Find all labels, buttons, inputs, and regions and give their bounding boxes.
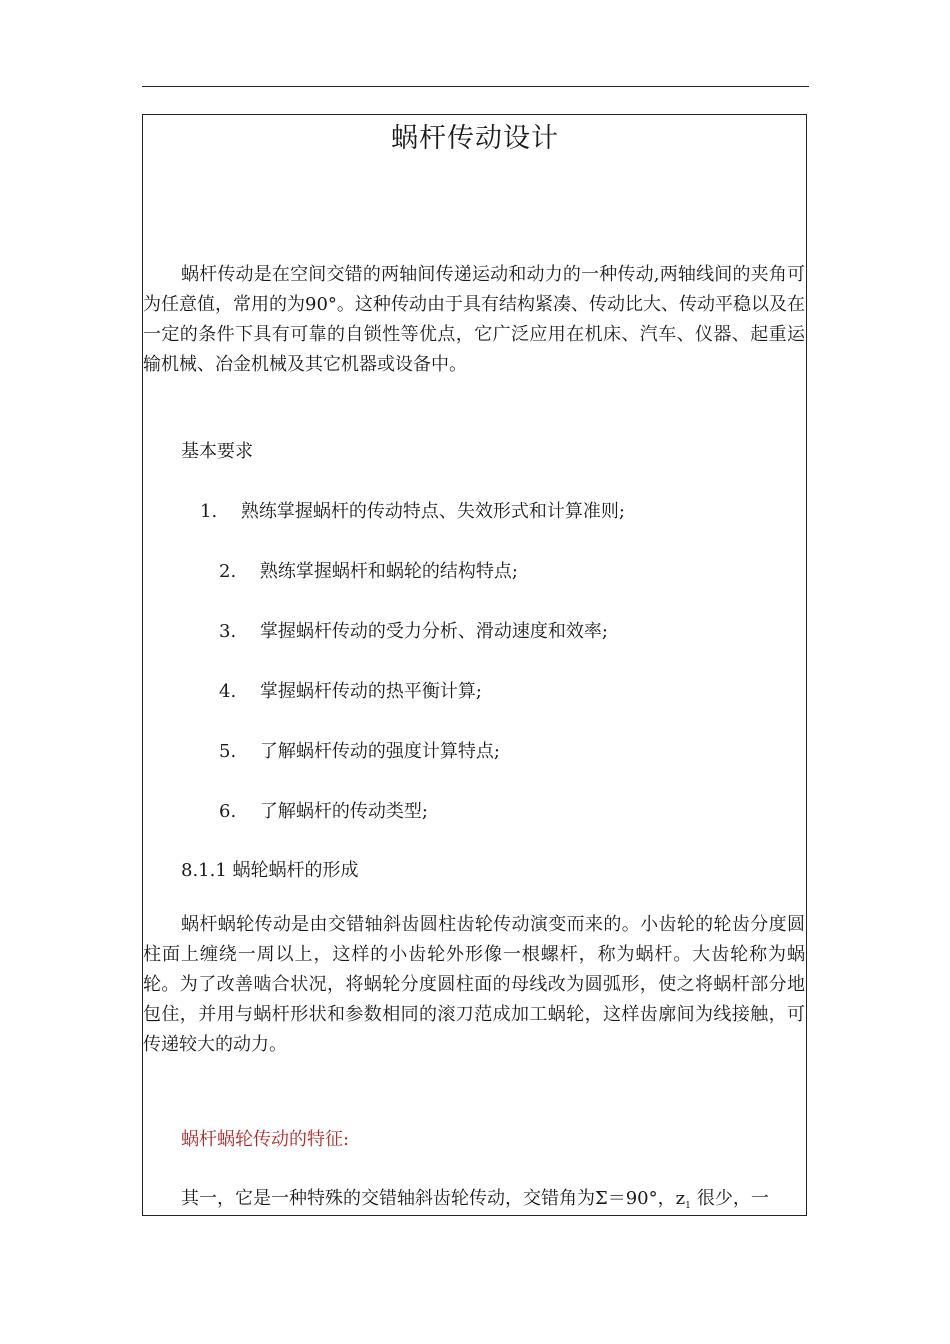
- list-item-text: 了解蜗杆的传动类型;: [259, 801, 428, 822]
- list-item: [219, 797, 428, 823]
- document-title: 蜗杆传动设计: [391, 123, 559, 154]
- requirements-heading: 基本要求: [181, 441, 253, 462]
- list-item-text: 掌握蜗杆传动的受力分析、滑动速度和效率;: [259, 621, 608, 642]
- feature-one-suffix: 很少，一: [696, 1188, 769, 1209]
- list-item-number: 1.: [200, 501, 218, 522]
- features-heading: 蜗杆蜗轮传动的特征:: [181, 1129, 350, 1150]
- list-item-number: 3.: [219, 621, 237, 642]
- list-item-text: 了解蜗杆传动的强度计算特点;: [259, 741, 500, 762]
- list-item: [219, 617, 608, 643]
- header-rule: [142, 86, 809, 87]
- list-item-number: 5.: [219, 741, 237, 762]
- list-item: [219, 677, 482, 703]
- feature-one-line: [181, 1184, 769, 1211]
- list-item-text: 掌握蜗杆传动的热平衡计算;: [259, 681, 482, 702]
- list-item-number: 6.: [219, 801, 237, 822]
- feature-one-prefix: 其一，它是一种特殊的交错轴斜齿轮传动，交错角为Σ＝90°，z: [181, 1188, 686, 1209]
- intro-paragraph: 蜗杆传动是在空间交错的两轴间传递运动和动力的一种传动,两轴线间的夹角可为任意值，常用的为90°。这种传动由于具有结构紧凑、传动比大、传动平稳以及在一定的条件下具有可靠的自锁性等优点，它广泛应用在机床、汽车、仪器、起重运输机械、冶金机械及其它机器或设备中。: [143, 264, 805, 375]
- list-item: [219, 737, 500, 763]
- list-item: [219, 557, 518, 583]
- formation-paragraph: 蜗杆蜗轮传动是由交错轴斜齿圆柱齿轮传动演变而来的。小齿轮的轮齿分度圆柱面上缠绕一周以上，这样的小齿轮外形像一根螺杆，称为蜗杆。大齿轮称为蜗轮。为了改善啮合状况，将蜗轮分度圆柱面的母线改为圆弧形，使之将蜗杆部分地包住，并用与蜗杆形状和参数相同的滚刀范成加工蜗轮，这样齿廓间为线接触，可传递较大的动力。: [143, 914, 805, 1055]
- section-heading: 8.1.1 蜗轮蜗杆的形成: [181, 860, 359, 881]
- list-item-number: 4.: [219, 681, 237, 702]
- list-item-number: 2.: [219, 561, 237, 582]
- list-item: [200, 497, 625, 523]
- list-item-text: 熟练掌握蜗杆和蜗轮的结构特点;: [259, 561, 518, 582]
- list-item-text: 熟练掌握蜗杆的传动特点、失效形式和计算准则;: [240, 501, 625, 522]
- feature-one-subscript: 1: [685, 1201, 691, 1211]
